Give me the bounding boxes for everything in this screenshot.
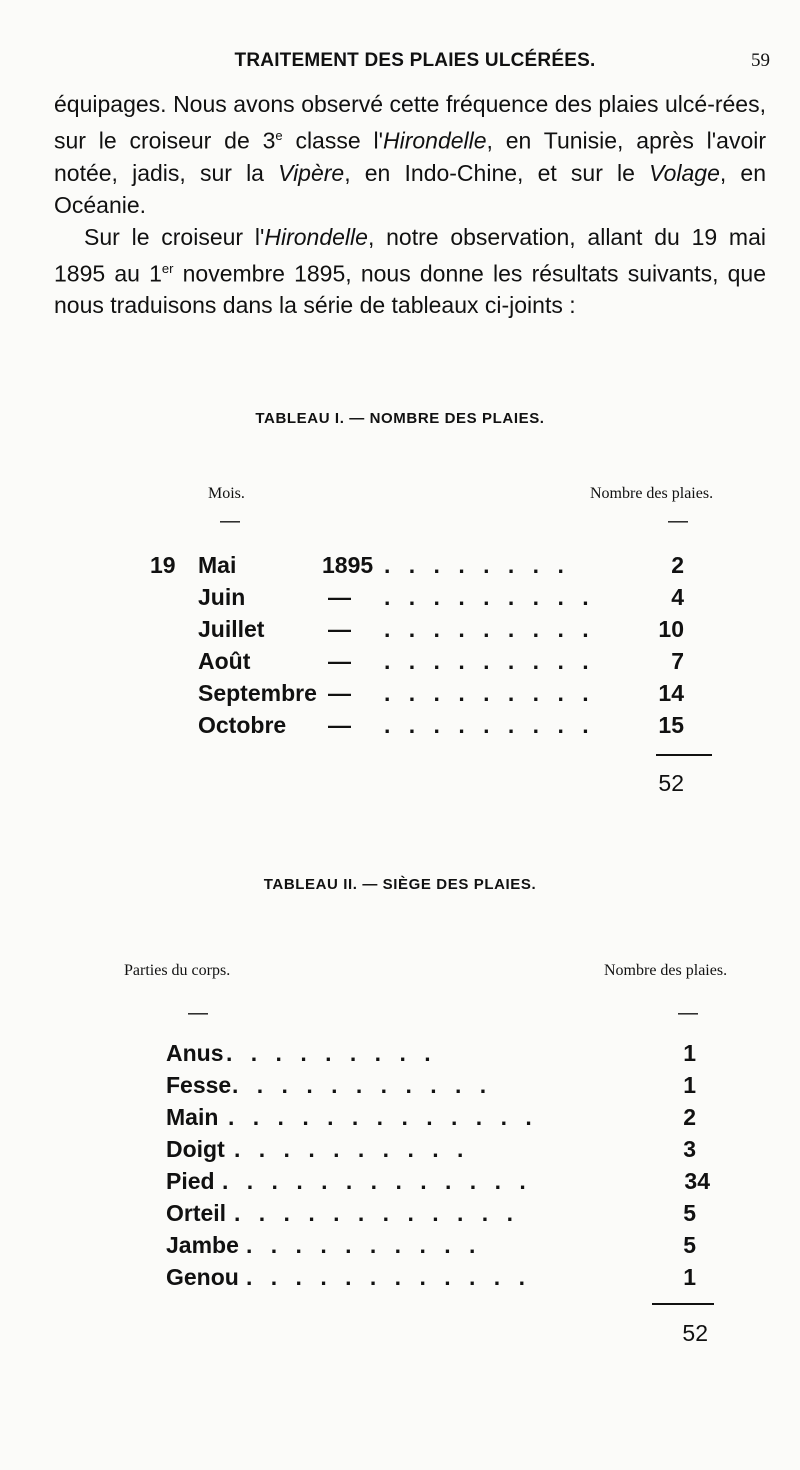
table-row: Octobre — . . . . . . . . . 15 (198, 712, 684, 738)
table-row: Main . . . . . . . . . . . . . 2 (166, 1104, 696, 1130)
table-row: Genou . . . . . . . . . . . . 1 (166, 1264, 696, 1290)
table-row: Jambe . . . . . . . . . . 5 (166, 1232, 696, 1258)
table1-col-right: Nombre des plaies. (590, 485, 714, 502)
paragraph-1: équipages. Nous avons observé cette fréquence des plaies ulcé-rées, sur le croiseur de 3e classe l'Hirondelle, en Tunisie, après l'avoir notée, jadis, sur la Vipère, en Indo-Chine, et sur le Volage, en Océanie. (54, 91, 767, 218)
table-row: Août — . . . . . . . . . 7 (198, 648, 684, 674)
table1-total: 52 (658, 770, 684, 796)
ship-name: Volage (649, 159, 720, 186)
table2-dash-left: — (188, 1002, 208, 1024)
table1-dash-right: — (668, 510, 688, 532)
table-row: Doigt . . . . . . . . . . 3 (166, 1136, 696, 1162)
page-number: 59 (751, 50, 770, 71)
table-row: Orteil . . . . . . . . . . . . 5 (166, 1200, 696, 1226)
table-row: Pied . . . . . . . . . . . . . 34 (166, 1168, 710, 1194)
table1-dash-left: — (220, 510, 240, 532)
ship-name: Hirondelle (264, 223, 368, 250)
table1-caption: TABLEAU I. — NOMBRE DES PLAIES. (255, 410, 545, 427)
ship-name: Vipère (278, 159, 345, 186)
body-text (54, 88, 766, 321)
table-row: Juin — . . . . . . . . . 4 (198, 584, 684, 610)
running-title: TRAITEMENT DES PLAIES ULCÉRÉES. (234, 50, 596, 71)
table-row: 19 Mai 1895 . . . . . . . . 2 (150, 552, 684, 578)
table1-col-left: Mois. (208, 485, 245, 502)
table2-col-right: Nombre des plaies. (604, 962, 728, 979)
table-row: Juillet — . . . . . . . . . 10 (198, 616, 684, 642)
table1-sum-line (656, 754, 712, 756)
table2-sum-line (652, 1303, 714, 1305)
table2-caption: TABLEAU II. — SIÈGE DES PLAIES. (263, 876, 537, 893)
paragraph-2: Sur le croiseur l'Hirondelle, notre observation, allant du 19 mai 1895 au 1er novembre 1895, nous donne les résultats suivants, que nous traduisons dans la série de tableaux ci-joints : (54, 223, 767, 319)
table2-dash-right: — (678, 1002, 698, 1024)
table2-col-left: Parties du corps. (124, 962, 231, 979)
ship-name: Hirondelle (382, 127, 487, 154)
table-row: Anus . . . . . . . . . 1 (166, 1040, 696, 1066)
running-header (60, 50, 770, 86)
table2-total: 52 (682, 1320, 708, 1346)
table-row: Septembre — . . . . . . . . . 14 (198, 680, 684, 706)
table-row: Fesse . . . . . . . . . . . 1 (166, 1072, 696, 1098)
